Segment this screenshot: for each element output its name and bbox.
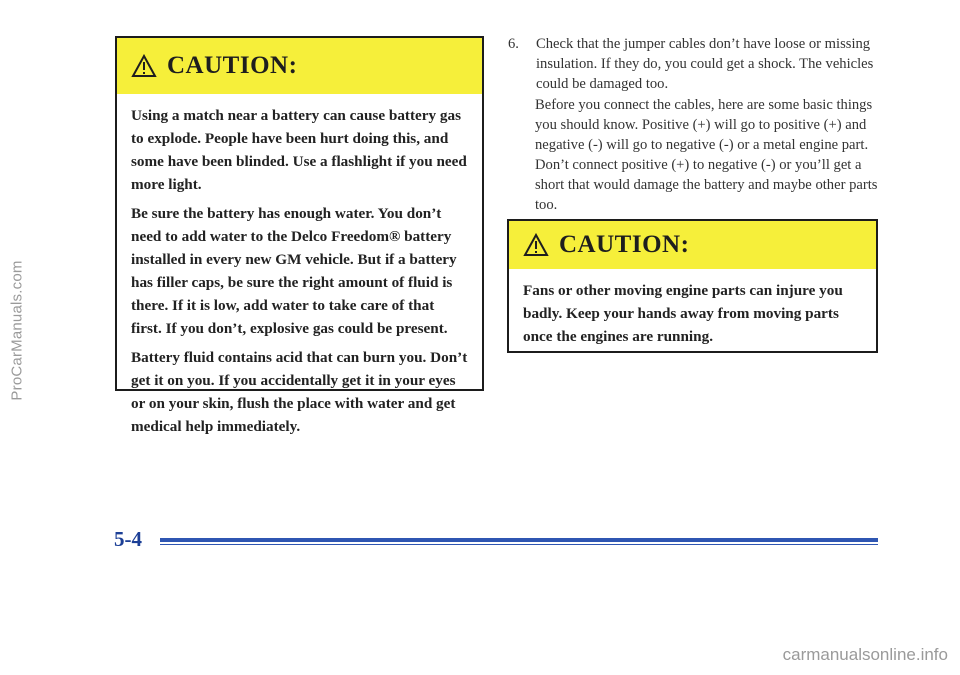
cable-connection-note: Before you connect the cables, here are some basic things you should know. Positive (+) will go to positive (+) and negative (-) will go to negative (-) or a metal engine part. Don’t connect positive (+) to negative (-) or you’ll get a short that would damage the battery and maybe other parts too. (535, 97, 878, 213)
caution-header (509, 221, 876, 269)
caution-body (509, 269, 876, 364)
caution-body (117, 94, 482, 454)
caution-box-battery (115, 36, 484, 435)
warning-triangle-icon (131, 54, 157, 78)
side-watermark-text: ProCarManuals.com (8, 259, 26, 401)
side-watermark (4, 100, 30, 560)
caution-paragraph: Fans or other moving engine parts can injure you badly. Keep your hands away from moving parts once the engines are running. (523, 282, 843, 345)
page-number: 5-4 (114, 527, 142, 551)
caution-paragraph: Using a match near a battery can cause battery gas to explode. People have been hurt doing this, and some have been blinded. Use a flashlight if you need more light. (131, 107, 467, 193)
caution-header (117, 38, 482, 94)
caution-paragraph: Battery fluid contains acid that can burn you. Don’t get it on you. If you accidentally get it in your eyes or on your skin, flush the place with water and get medical help immediately. (131, 349, 468, 435)
step-6 (508, 34, 888, 94)
footer-rule (160, 538, 878, 542)
caution-title: CAUTION: (559, 231, 690, 258)
caution-title: CAUTION: (167, 52, 298, 79)
step-text: Check that the jumper cables don’t have loose or missing insulation. If they do, you could get a shock. The vehicles could be damaged too. (536, 36, 874, 92)
bottom-watermark: carmanualsonline.info (782, 645, 948, 664)
caution-box-fans (507, 219, 878, 353)
warning-triangle-icon (523, 233, 549, 257)
step-number: 6. (508, 36, 519, 52)
caution-paragraph: Be sure the battery has enough water. You don’t need to add water to the Delco Freedom® battery installed in every new GM vehicle. But if a battery has filler caps, be sure the right amount of fluid is there. If it is low, add water to take care of that first. If you don’t, explosive gas could be present. (131, 205, 457, 337)
footer-rule-thin (160, 544, 878, 545)
